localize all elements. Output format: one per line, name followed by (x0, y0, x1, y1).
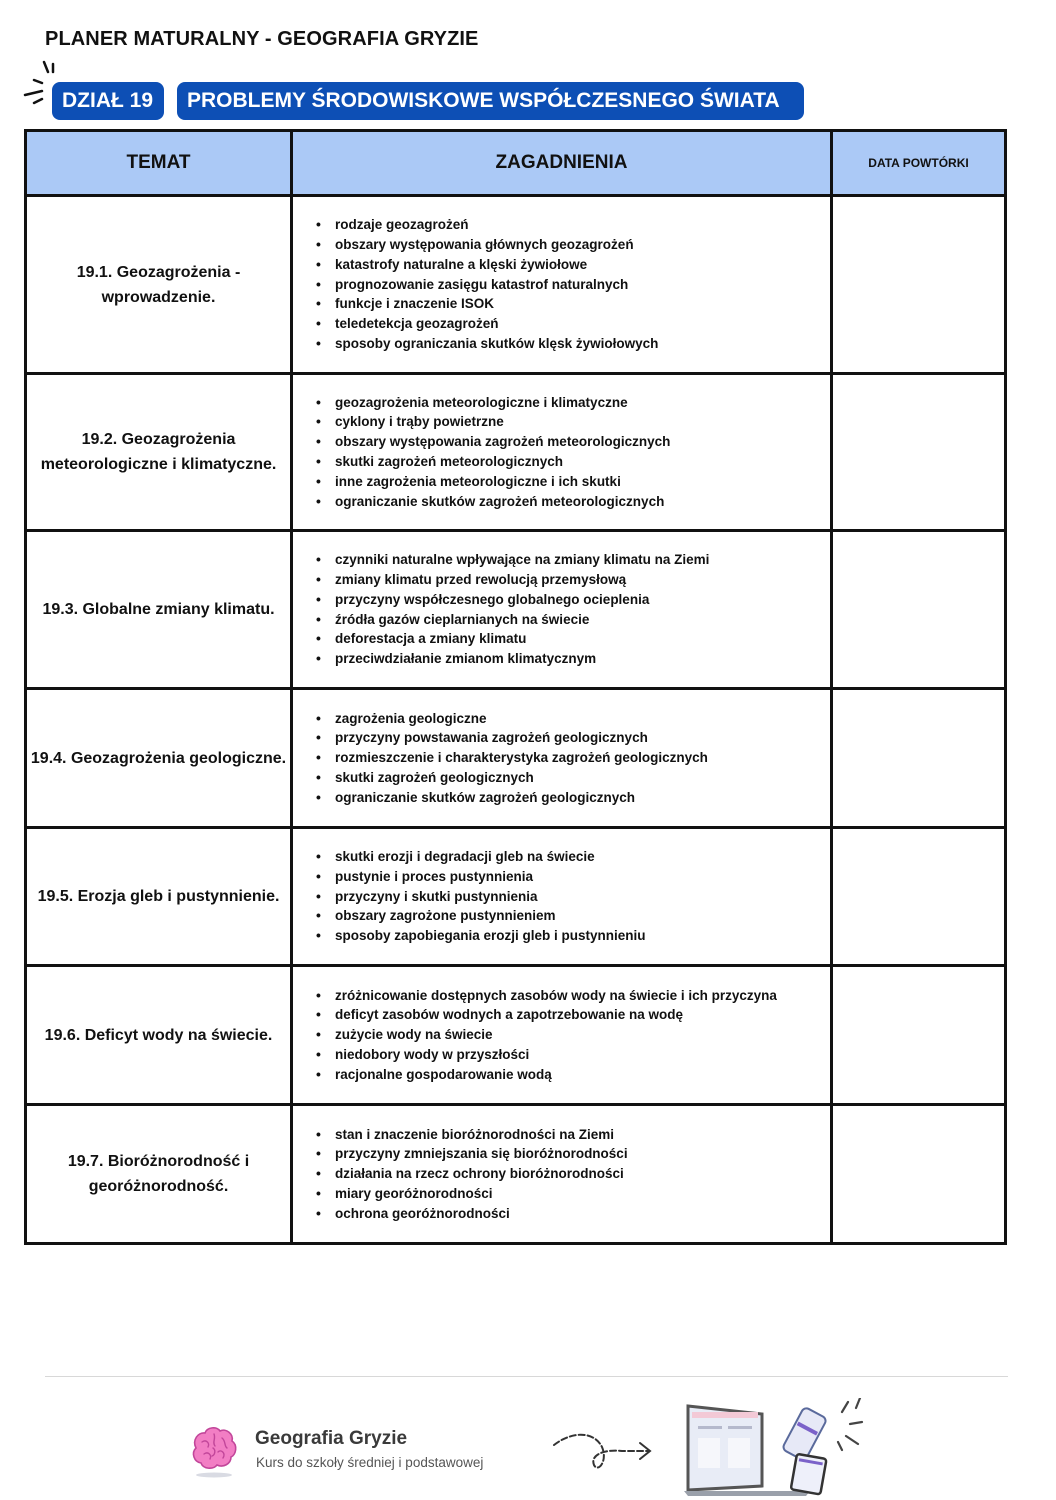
issue-item: • cyklony i trąby powietrzne (335, 412, 830, 432)
topic-cell: 19.7. Bioróżnorodność i georóżnorodność. (26, 1105, 292, 1244)
document-title: PLANER MATURALNY - GEOGRAFIA GRYZIE (45, 28, 479, 50)
footer-divider (45, 1376, 1008, 1377)
devices-illustration (680, 1398, 870, 1498)
table-row (26, 966, 1006, 1105)
issue-item: • przyczyny powstawania zagrożeń geologicznych (335, 728, 830, 748)
planner-table (24, 129, 1007, 1245)
issues-cell (292, 966, 832, 1105)
issue-item: • zużycie wody na świecie (335, 1025, 830, 1045)
issue-item: • przyczyny współczesnego globalnego ocieplenia (335, 590, 830, 610)
table-row (26, 531, 1006, 689)
issue-item: • działania na rzecz ochrony bioróżnorodności (335, 1164, 830, 1184)
topic-cell: 19.3. Globalne zmiany klimatu. (26, 531, 292, 689)
table-header-row (26, 131, 1006, 196)
review-date-cell[interactable] (832, 689, 1006, 828)
issue-item: • pustynie i proces pustynnienia (335, 867, 830, 887)
header-review-date: DATA POWTÓRKI (832, 131, 1006, 196)
issue-item: • obszary zagrożone pustynnieniem (335, 906, 830, 926)
issue-item: • prognozowanie zasięgu katastrof naturalnych (335, 275, 830, 295)
issues-cell (292, 689, 832, 828)
issue-item: • przyczyny zmniejszania się bioróżnorodności (335, 1144, 830, 1164)
issue-item: • ograniczanie skutków zagrożeń geologicznych (335, 788, 830, 808)
review-date-cell[interactable] (832, 374, 1006, 531)
issue-item: • skutki zagrożeń geologicznych (335, 768, 830, 788)
review-date-cell[interactable] (832, 966, 1006, 1105)
table-row (26, 196, 1006, 374)
table-row (26, 1105, 1006, 1244)
issue-item: • obszary występowania głównych geozagrożeń (335, 235, 830, 255)
brand-name: Geografia Gryzie (255, 1428, 408, 1449)
issue-item: • teledetekcja geozagrożeń (335, 314, 830, 334)
issue-item: • skutki zagrożeń meteorologicznych (335, 452, 830, 472)
topic-cell: 19.4. Geozagrożenia geologiczne. (26, 689, 292, 828)
issue-item: • zróżnicowanie dostępnych zasobów wody na świecie i ich przyczyna (335, 986, 830, 1006)
review-date-cell[interactable] (832, 196, 1006, 374)
issues-list (293, 709, 830, 808)
issues-list (293, 847, 830, 946)
issues-cell (292, 531, 832, 689)
issue-item: • rozmieszczenie i charakterystyka zagrożeń geologicznych (335, 748, 830, 768)
issues-list (293, 215, 830, 354)
table-row (26, 689, 1006, 828)
issue-item: • obszary występowania zagrożeń meteorologicznych (335, 432, 830, 452)
issue-item: • racjonalne gospodarowanie wodą (335, 1065, 830, 1085)
issue-item: • niedobory wody w przyszłości (335, 1045, 830, 1065)
brand-tagline: Kurs do szkoły średniej i podstawowej (256, 1455, 484, 1470)
issue-item: • źródła gazów cieplarnianych na świecie (335, 610, 830, 630)
issues-list (293, 1125, 830, 1224)
issue-item: • przeciwdziałanie zmianom klimatycznym (335, 649, 830, 669)
review-date-cell[interactable] (832, 531, 1006, 689)
issue-item: • miary georóżnorodności (335, 1184, 830, 1204)
issue-item: • zagrożenia geologiczne (335, 709, 830, 729)
issue-item: • inne zagrożenia meteorologiczne i ich skutki (335, 472, 830, 492)
issue-item: • zmiany klimatu przed rewolucją przemysłową (335, 570, 830, 590)
topic-cell: 19.1. Geozagrożenia - wprowadzenie. (26, 196, 292, 374)
issue-item: • stan i znaczenie bioróżnorodności na Ziemi (335, 1125, 830, 1145)
issues-list (293, 393, 830, 512)
header-topic: TEMAT (26, 131, 292, 196)
issue-item: • skutki erozji i degradacji gleb na świecie (335, 847, 830, 867)
issue-item: • sposoby ograniczania skutków klęsk żywiołowych (335, 334, 830, 354)
topic-cell: 19.5. Erozja gleb i pustynnienie. (26, 828, 292, 966)
issue-item: • deforestacja a zmiany klimatu (335, 629, 830, 649)
issue-item: • deficyt zasobów wodnych a zapotrzebowanie na wodę (335, 1005, 830, 1025)
topic-cell: 19.2. Geozagrożenia meteorologiczne i klimatyczne. (26, 374, 292, 531)
table-row (26, 374, 1006, 531)
issue-item: • ochrona georóżnorodności (335, 1204, 830, 1224)
topic-cell: 19.6. Deficyt wody na świecie. (26, 966, 292, 1105)
issue-item: • czynniki naturalne wpływające na zmiany klimatu na Ziemi (335, 550, 830, 570)
issues-cell (292, 828, 832, 966)
issues-cell (292, 374, 832, 531)
issues-cell (292, 1105, 832, 1244)
section-number-badge: DZIAŁ 19 (52, 82, 164, 120)
section-title-badge: PROBLEMY ŚRODOWISKOWE WSPÓŁCZESNEGO ŚWIATA (177, 82, 804, 120)
issue-item: • sposoby zapobiegania erozji gleb i pustynnieniu (335, 926, 830, 946)
brain-icon (186, 1422, 242, 1478)
issue-item: • katastrofy naturalne a klęski żywiołowe (335, 255, 830, 275)
issue-item: • ograniczanie skutków zagrożeń meteorologicznych (335, 492, 830, 512)
review-date-cell[interactable] (832, 1105, 1006, 1244)
review-date-cell[interactable] (832, 828, 1006, 966)
issues-cell (292, 196, 832, 374)
issue-item: • funkcje i znaczenie ISOK (335, 294, 830, 314)
issue-item: • rodzaje geozagrożeń (335, 215, 830, 235)
table-row (26, 828, 1006, 966)
curly-arrow-icon (552, 1425, 656, 1475)
header-issues: ZAGADNIENIA (292, 131, 832, 196)
issues-list (293, 986, 830, 1085)
issue-item: • geozagrożenia meteorologiczne i klimatyczne (335, 393, 830, 413)
issues-list (293, 550, 830, 669)
issue-item: • przyczyny i skutki pustynnienia (335, 887, 830, 907)
